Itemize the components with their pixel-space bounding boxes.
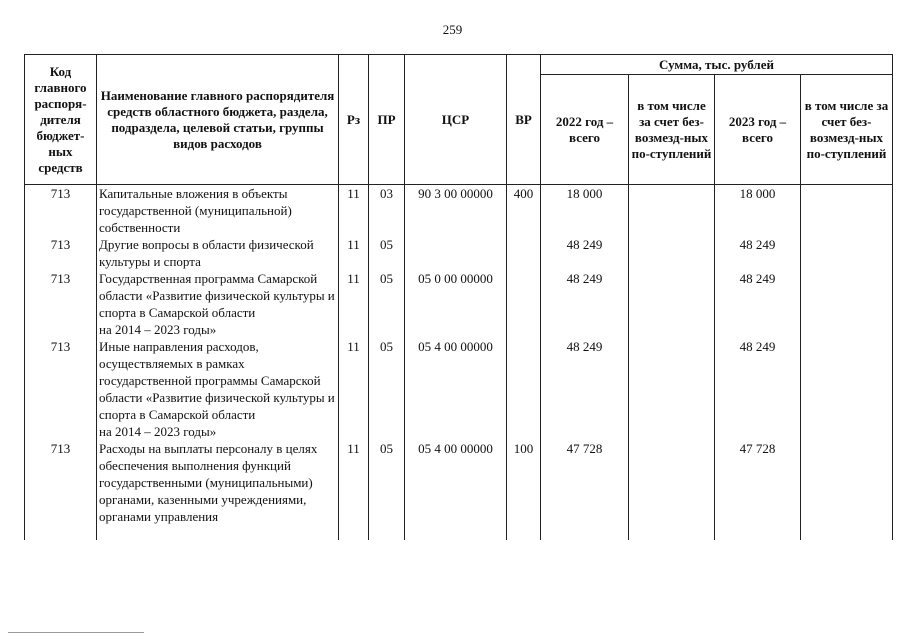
cell-vr [507,338,541,440]
cell-2023-free [801,270,893,338]
header-vr: ВР [507,55,541,185]
table-row [25,338,893,440]
cell-vr [507,236,541,270]
cell-name: Другие вопросы в области физической культуры и спорта [97,236,339,270]
table-row [25,440,893,540]
cell-csr [405,236,507,270]
header-2022-free: в том числе за счет без-возмезд-ных по-ступлений [629,75,715,185]
cell-2022-free [629,185,715,237]
cell-2022-total: 48 249 [541,338,629,440]
header-2022-total: 2022 год – всего [541,75,629,185]
header-sum: Сумма, тыс. рублей [541,55,893,75]
table-body [25,185,893,541]
cell-2023-total: 48 249 [715,338,801,440]
header-2023-total: 2023 год – всего [715,75,801,185]
cell-2022-free [629,338,715,440]
cell-name: Расходы на выплаты персоналу в целях обеспечения выполнения функций государственными (муниципальными) органами, казенными учреждениями, органами управления [97,440,339,540]
cell-rz: 11 [339,270,369,338]
cell-2022-total: 18 000 [541,185,629,237]
cell-code: 713 [25,338,97,440]
cell-rz: 11 [339,185,369,237]
cell-csr: 05 4 00 00000 [405,440,507,540]
cell-rz: 11 [339,236,369,270]
cell-vr [507,270,541,338]
cell-pr: 05 [369,270,405,338]
cell-2023-total: 47 728 [715,440,801,540]
cell-2022-free [629,270,715,338]
cell-2023-free [801,185,893,237]
header-2023-free: в том числе за счет без-возмезд-ных по-ступлений [801,75,893,185]
cell-name: Капитальные вложения в объекты государственной (муниципальной) собственности [97,185,339,237]
cell-2022-total: 48 249 [541,270,629,338]
table-row [25,185,893,237]
cell-2022-free [629,236,715,270]
cell-vr: 400 [507,185,541,237]
header-pr: ПР [369,55,405,185]
page-number: 259 [442,22,463,37]
table-header [25,55,893,185]
scan-artifact-line [8,632,144,633]
cell-name: Иные направления расходов, осуществляемых в рамках государственной программы Самарской области «Развитие физической культуры и спорта в Самарской области на 2014 – 2023 годы» [97,338,339,440]
cell-code: 713 [25,440,97,540]
cell-pr: 05 [369,440,405,540]
budget-table [24,54,893,540]
cell-pr: 05 [369,236,405,270]
cell-2023-free [801,338,893,440]
table-row [25,270,893,338]
table-row [25,236,893,270]
header-code: Код главного распоря-дителя бюджет-ных средств [25,55,97,185]
cell-2023-total: 48 249 [715,236,801,270]
cell-pr: 05 [369,338,405,440]
header-name: Наименование главного распорядителя средств областного бюджета, раздела, подраздела, целевой статьи, группы видов расходов [97,55,339,185]
cell-2023-total: 18 000 [715,185,801,237]
cell-2023-free [801,440,893,540]
cell-rz: 11 [339,440,369,540]
cell-2023-total: 48 249 [715,270,801,338]
cell-code: 713 [25,185,97,237]
cell-2023-free [801,236,893,270]
cell-csr: 90 3 00 00000 [405,185,507,237]
cell-vr: 100 [507,440,541,540]
cell-2022-total: 48 249 [541,236,629,270]
cell-rz: 11 [339,338,369,440]
cell-2022-total: 47 728 [541,440,629,540]
cell-name: Государственная программа Самарской области «Развитие физической культуры и спорта в Самарской области на 2014 – 2023 годы» [97,270,339,338]
cell-2022-free [629,440,715,540]
header-csr: ЦСР [405,55,507,185]
cell-code: 713 [25,236,97,270]
header-rz: Рз [339,55,369,185]
cell-code: 713 [25,270,97,338]
cell-csr: 05 0 00 00000 [405,270,507,338]
cell-csr: 05 4 00 00000 [405,338,507,440]
cell-pr: 03 [369,185,405,237]
